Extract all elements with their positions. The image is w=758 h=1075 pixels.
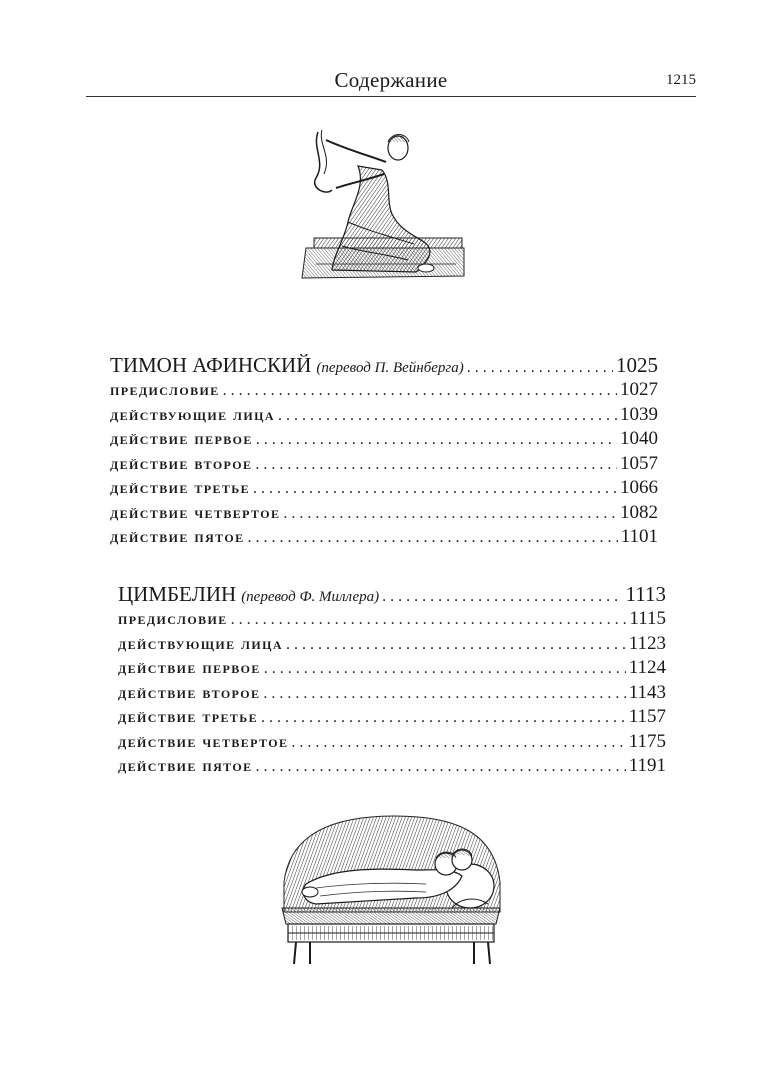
toc-entry[interactable] bbox=[118, 731, 666, 756]
toc-entry-label: действие третье bbox=[110, 478, 251, 497]
toc-entry-page: 1115 bbox=[629, 608, 666, 629]
toc-entry-page: 1191 bbox=[628, 755, 666, 776]
toc-entry-label: предисловие bbox=[110, 380, 220, 399]
toc-leader bbox=[255, 456, 617, 474]
toc-entry-page: 1039 bbox=[620, 403, 658, 425]
toc-leader bbox=[248, 529, 618, 547]
toc-entry[interactable] bbox=[118, 657, 666, 682]
toc-leader bbox=[264, 660, 626, 678]
toc-leader bbox=[256, 758, 626, 776]
toc-entry-page: 1175 bbox=[628, 730, 666, 752]
toc-entry-label: действие второе bbox=[110, 453, 253, 473]
toc-entry-label: действующие лица bbox=[118, 633, 283, 653]
toc-leader bbox=[291, 734, 625, 752]
toc-entry-label: действие второе bbox=[118, 682, 261, 702]
toc-leader bbox=[261, 709, 626, 727]
toc-entry[interactable] bbox=[118, 633, 666, 658]
toc-entry-page: 1066 bbox=[620, 477, 658, 498]
toc-heading-note: (перевод Ф. Миллера) bbox=[241, 589, 380, 605]
toc-section-2 bbox=[118, 582, 666, 780]
toc-entry-label: действие пятое bbox=[110, 527, 245, 546]
toc-entry[interactable] bbox=[110, 526, 658, 551]
toc-leader bbox=[278, 407, 617, 425]
toc-entry-label: действие пятое bbox=[118, 756, 253, 775]
toc-entry[interactable] bbox=[110, 428, 658, 453]
toc-entry-page: 1082 bbox=[620, 501, 658, 523]
toc-entry[interactable] bbox=[110, 379, 658, 404]
toc-entry[interactable] bbox=[110, 404, 658, 429]
toc-entry-label: действие четвертое bbox=[118, 731, 289, 751]
toc-entry-label: действие третье bbox=[118, 707, 259, 726]
toc-heading-page: 1025 bbox=[616, 353, 658, 377]
toc-leader bbox=[223, 382, 617, 400]
toc-entry-page: 1123 bbox=[628, 632, 666, 654]
toc-leader bbox=[382, 588, 622, 606]
toc-entry[interactable] bbox=[118, 706, 666, 731]
toc-leader bbox=[286, 636, 626, 654]
seated-woman-engraving-icon bbox=[296, 126, 468, 286]
toc-entry-label: действие первое bbox=[118, 658, 261, 677]
toc-heading-note: (перевод П. Вейнберга) bbox=[316, 360, 464, 376]
toc-entry[interactable] bbox=[110, 502, 658, 527]
toc-entry[interactable] bbox=[118, 755, 666, 780]
toc-entry-label: действующие лица bbox=[110, 404, 275, 424]
toc-entry[interactable] bbox=[118, 682, 666, 707]
toc-entry-label: действие четвертое bbox=[110, 502, 281, 522]
toc-leader bbox=[283, 505, 617, 523]
toc-heading[interactable] bbox=[110, 353, 658, 379]
toc-entry-page: 1157 bbox=[628, 706, 666, 727]
toc-entry-page: 1040 bbox=[620, 428, 658, 449]
toc-entry[interactable] bbox=[110, 453, 658, 478]
sleeping-children-tomb-engraving-icon bbox=[276, 812, 506, 968]
toc-heading[interactable] bbox=[118, 582, 666, 608]
toc-entry-page: 1027 bbox=[620, 379, 658, 400]
toc-leader bbox=[263, 685, 625, 703]
page-number: 1215 bbox=[666, 72, 696, 88]
toc-entry-page: 1101 bbox=[620, 526, 658, 547]
toc-heading-page: 1113 bbox=[625, 582, 666, 606]
toc-section-1 bbox=[110, 353, 658, 551]
toc-leader bbox=[231, 611, 627, 629]
toc-leader bbox=[253, 480, 617, 498]
toc-entry[interactable] bbox=[110, 477, 658, 502]
toc-entry-page: 1143 bbox=[628, 681, 666, 703]
toc-heading-title: ЦИМБЕЛИН bbox=[118, 582, 237, 606]
toc-entry-page: 1057 bbox=[620, 452, 658, 474]
page-header bbox=[86, 62, 696, 97]
toc-leader bbox=[256, 431, 617, 449]
page-title: Содержание bbox=[334, 68, 448, 92]
toc-entry-page: 1124 bbox=[628, 657, 666, 678]
toc-entry-label: действие первое bbox=[110, 429, 253, 448]
toc-heading-title: ТИМОН АФИНСКИЙ bbox=[110, 353, 312, 377]
toc-entry[interactable] bbox=[118, 608, 666, 633]
toc-entry-label: предисловие bbox=[118, 609, 228, 628]
toc-leader bbox=[467, 359, 613, 377]
